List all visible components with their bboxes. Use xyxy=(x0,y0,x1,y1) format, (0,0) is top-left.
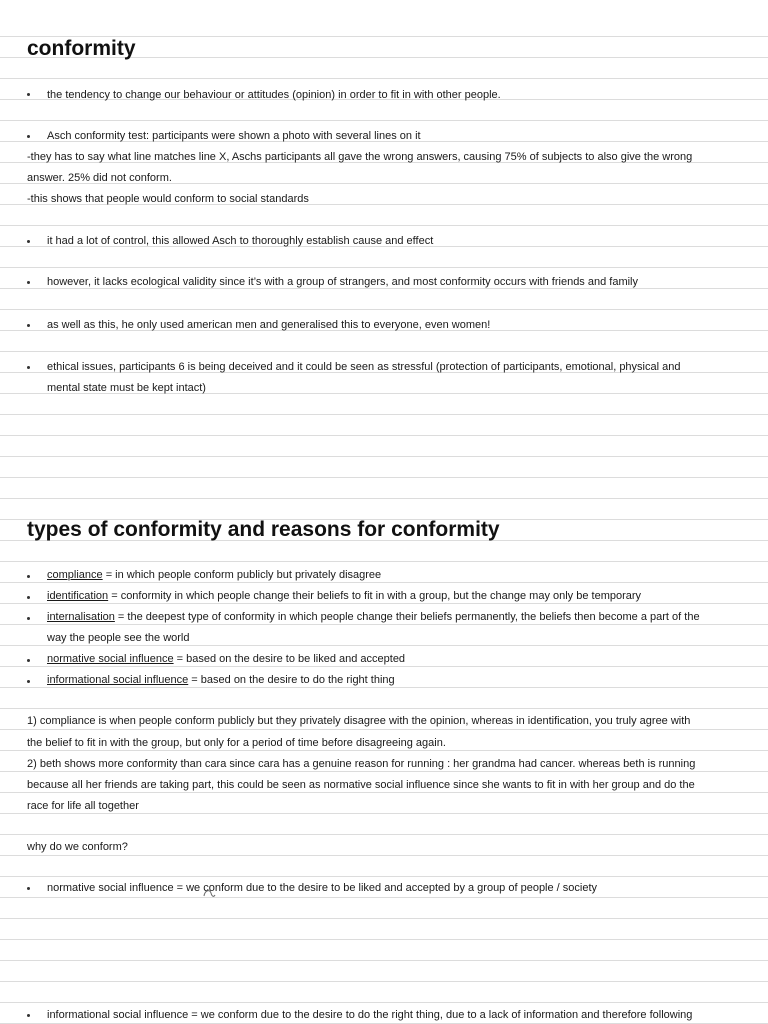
why-do-we-conform: why do we conform? xyxy=(27,841,128,853)
answer-1-line-2: the belief to fit in with the group, but only for a period of time before disagreeing again. xyxy=(27,737,446,749)
def-internalisation: = the deepest type of conformity in which people change their beliefs permanently, the beliefs then become a part of the xyxy=(114,611,700,623)
bullet-dot xyxy=(27,281,30,284)
heading-conformity: conformity xyxy=(27,37,136,60)
bullet-dot xyxy=(27,324,30,327)
answer-2-line-3: race for life all together xyxy=(27,800,139,812)
term-compliance: compliance xyxy=(47,569,103,581)
answer-2-line-2: because all her friends are taking part, this could be seen as normative social influence since she wants to fit in with her group and do the xyxy=(27,779,695,791)
bullet-dot xyxy=(27,617,30,620)
asch-paragraph-line-2: answer. 25% did not conform. xyxy=(27,172,172,184)
def-normative: = based on the desire to be liked and accepted xyxy=(173,653,406,665)
bullet-why-informational: informational social influence = we conform due to the desire to do the right thing, due to a lack of information and therefore following xyxy=(47,1009,693,1021)
bullet-dot xyxy=(27,575,30,578)
bullet-ethical-issues: ethical issues, participants 6 is being deceived and it could be seen as stressful (protection of participants, emotional, physical and xyxy=(47,361,681,373)
bullet-dot xyxy=(27,659,30,662)
bullet-control: it had a lot of control, this allowed Asch to thoroughly establish cause and effect xyxy=(47,235,434,247)
bullet-definition: the tendency to change our behaviour or attitudes (opinion) in order to fit in with other people. xyxy=(47,89,501,101)
bullet-ecological-validity: however, it lacks ecological validity since it’s with a group of strangers, and most conformity occurs with friends and family xyxy=(47,276,638,288)
bullet-dot xyxy=(27,366,30,369)
def-compliance: = in which people conform publicly but privately disagree xyxy=(102,569,382,581)
bullet-dot xyxy=(27,93,30,96)
bullet-internalisation-cont: way the people see the world xyxy=(47,632,190,644)
bullet-normative xyxy=(47,652,405,666)
answer-2-line-1: 2) beth shows more conformity than cara since cara has a genuine reason for running : her grandma had cancer. whereas beth is running xyxy=(27,758,696,770)
bullet-american-men: as well as this, he only used american men and generalised this to everyone, even women! xyxy=(47,319,491,331)
term-informational: informational social influence xyxy=(47,674,189,686)
bullet-ethical-issues-cont: mental state must be kept intact) xyxy=(47,382,206,394)
asch-paragraph-line-3: -this shows that people would conform to social standards xyxy=(27,193,309,205)
def-identification: = conformity in which people change their beliefs to fit in with a group, but the change may only be temporary xyxy=(108,590,642,602)
bullet-dot xyxy=(27,135,30,138)
bullet-why-normative: normative social influence = we conform due to the desire to be liked and accepted by a group of people / society xyxy=(47,882,598,894)
term-identification: identification xyxy=(47,590,109,602)
heading-types-of-conformity: types of conformity and reasons for conformity xyxy=(27,518,500,541)
def-informational: = based on the desire to do the right thing xyxy=(188,674,395,686)
bullet-identification xyxy=(47,589,641,603)
bullet-compliance xyxy=(47,568,381,582)
answer-1-line-1: 1) compliance is when people conform publicly but they privately disagree with the opinion, whereas in identification, you truly agree with xyxy=(27,715,691,727)
term-normative: normative social influence xyxy=(47,653,174,665)
bullet-asch-test: Asch conformity test: participants were shown a photo with several lines on it xyxy=(47,130,421,142)
term-internalisation: internalisation xyxy=(47,611,115,623)
bullet-dot xyxy=(27,887,30,890)
bullet-internalisation xyxy=(47,610,700,624)
bullet-dot xyxy=(27,680,30,683)
bullet-informational xyxy=(47,673,395,687)
bullet-dot xyxy=(27,240,30,243)
asch-paragraph-line-1: -they has to say what line matches line X, Aschs participants all gave the wrong answers, causing 75% of subjects to also give the wrong xyxy=(27,151,693,163)
pencil-scribble-icon xyxy=(202,887,216,899)
bullet-dot xyxy=(27,1014,30,1017)
bullet-dot xyxy=(27,596,30,599)
